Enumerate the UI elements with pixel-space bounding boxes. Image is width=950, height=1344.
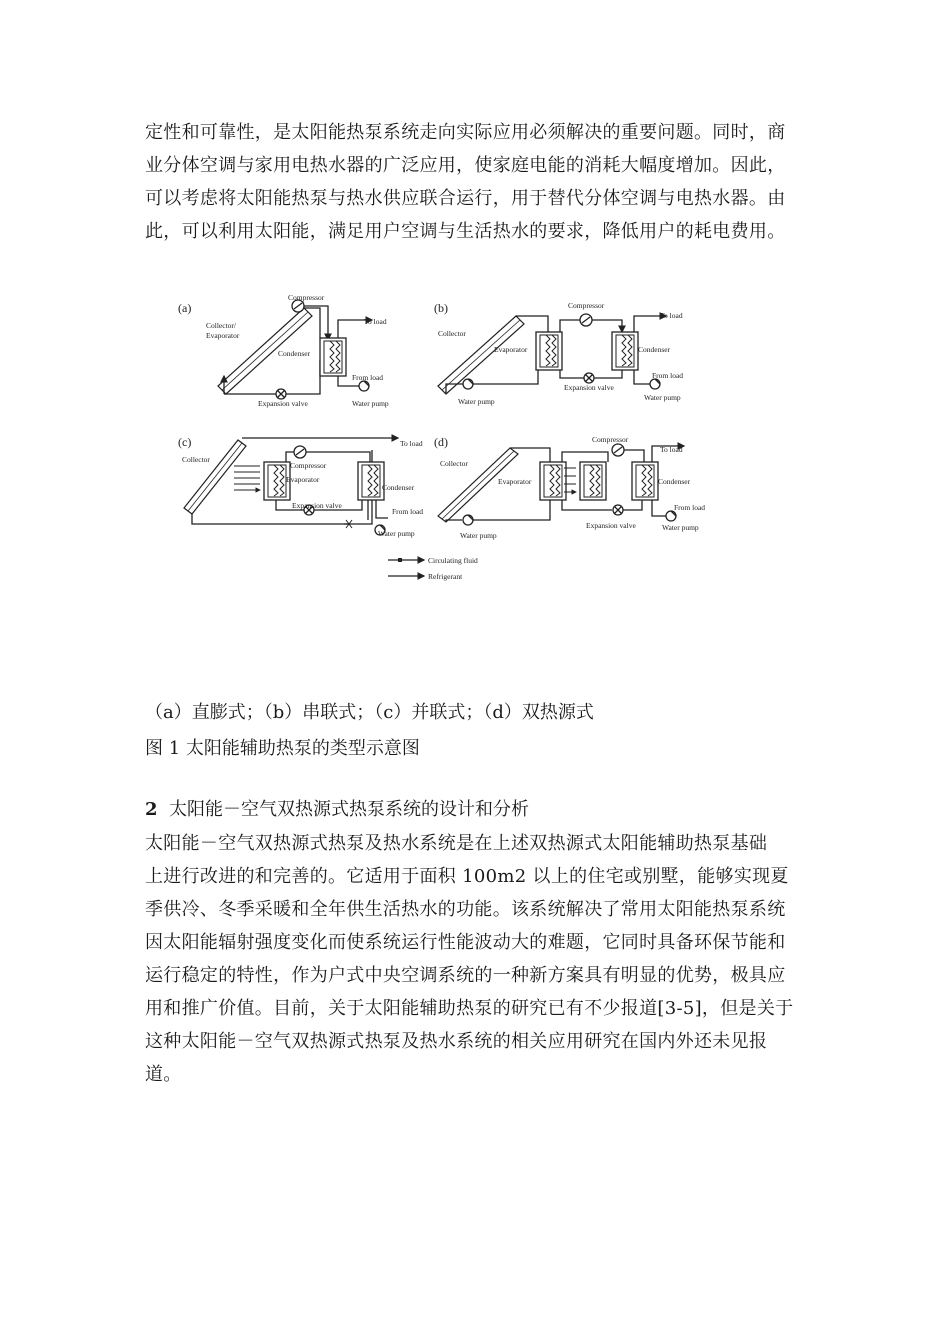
panel-b-label: (b) xyxy=(434,301,448,315)
compressor-label: Compressor xyxy=(568,301,605,310)
expansion-valve-icon xyxy=(613,505,623,515)
text-line: 定性和可靠性，是太阳能热泵系统走向实际应用必须解决的重要问题。同时，商 xyxy=(145,122,786,143)
text-line: 可以考虑将太阳能热泵与热水供应联合运行，用于替代分体空调与电热水器。由 xyxy=(145,188,786,209)
collector-label: Collector xyxy=(182,455,210,464)
figure-caption: 图 1 太阳能辅助热泵的类型示意图 xyxy=(145,738,420,759)
panel-a-label: (a) xyxy=(178,301,192,315)
compressor-icon xyxy=(612,444,624,456)
text-line: 运行稳定的特性，作为户式中央空调系统的一种新方案具有明显的优势，极具应 xyxy=(145,965,786,986)
water-pump-icon xyxy=(463,515,473,525)
evaporator-icon xyxy=(580,462,606,500)
evaporator-label: Evaporator xyxy=(498,477,532,486)
intro-paragraph xyxy=(145,116,810,248)
expansion-valve-label: Expansion valve xyxy=(292,501,342,510)
water-pump-label: Water pump xyxy=(458,397,495,406)
text-line: 业分体空调与家用电热水器的广泛应用，使家庭电能的消耗大幅度增加。因此， xyxy=(145,155,786,176)
text-line: 这种太阳能－空气双热源式热泵及热水系统的相关应用研究在国内外还未见报 xyxy=(145,1031,768,1052)
compressor-label: Compressor xyxy=(288,293,325,302)
text-line: 此，可以利用太阳能，满足用户空调与生活热水的要求，降低用户的耗电费用。 xyxy=(145,221,786,242)
condenser-label: Condenser xyxy=(638,345,671,354)
panel-c xyxy=(178,435,423,538)
text-line: 太阳能－空气双热源式热泵及热水系统是在上述双热源式太阳能辅助热泵基础 xyxy=(145,833,768,854)
to-load-label: To load xyxy=(400,439,423,448)
water-pump-label: Water pump xyxy=(378,529,415,538)
expansion-valve-label: Expansion valve xyxy=(564,383,614,392)
condenser-label: Condenser xyxy=(382,483,415,492)
from-load-label: From load xyxy=(652,371,684,380)
compressor-icon xyxy=(294,446,306,458)
evaporator-icon xyxy=(540,462,566,500)
from-load-label: From load xyxy=(392,507,424,516)
water-pump-label: Water pump xyxy=(460,531,497,540)
from-load-label: From load xyxy=(674,503,706,512)
heat-pump-types-figure xyxy=(172,290,732,590)
expansion-valve-label: Expansion valve xyxy=(586,521,636,530)
panel-c-label: (c) xyxy=(178,435,192,449)
legend-refrigerant: Refrigerant xyxy=(428,572,463,581)
water-pump-icon xyxy=(359,381,369,391)
figure-legend xyxy=(388,556,478,581)
panel-d xyxy=(434,435,705,540)
legend-circulating-fluid: Circulating fluid xyxy=(428,556,478,565)
condenser-icon xyxy=(612,332,638,370)
water-pump-label: Water pump xyxy=(644,393,681,402)
water-pump-label: Water pump xyxy=(352,399,389,408)
panel-b xyxy=(434,301,683,406)
condenser-icon xyxy=(632,462,658,500)
panel-d-label: (d) xyxy=(434,435,448,449)
condenser-icon xyxy=(320,338,346,376)
from-load-label: From load xyxy=(352,373,384,382)
to-load-label: To load xyxy=(660,311,683,320)
section-paragraph xyxy=(145,827,810,1091)
condenser-label: Condenser xyxy=(658,477,691,486)
water-pump-icon xyxy=(666,511,676,521)
text-line: 道。 xyxy=(145,1064,182,1085)
expansion-valve-label: Expansion valve xyxy=(258,399,308,408)
water-pump-icon xyxy=(650,379,660,389)
expansion-valve-icon xyxy=(276,389,286,399)
compressor-icon xyxy=(580,314,592,326)
condenser-icon xyxy=(358,462,384,500)
text-line: 因太阳能辐射强度变化而使系统运行性能波动大的难题，它同时具备环保节能和 xyxy=(145,932,786,953)
to-load-label: To load xyxy=(364,317,387,326)
collector-label: Collector/ xyxy=(206,321,236,330)
compressor-label: Compressor xyxy=(290,461,327,470)
evaporator-label: Evaporator xyxy=(286,475,320,484)
text-line: 用和推广价值。目前，关于太阳能辅助热泵的研究已有不少报道[3-5]，但是关于 xyxy=(145,998,794,1019)
evaporator-label: Evaporator xyxy=(494,345,528,354)
text-line: 季供冷、冬季采暖和全年供生活热水的功能。该系统解决了常用太阳能热泵系统 xyxy=(145,899,786,920)
text-line: 上进行改进的和完善的。它适用于面积 100m2 以上的住宅或别墅，能够实现夏 xyxy=(145,866,789,887)
compressor-label: Compressor xyxy=(592,435,629,444)
to-load-label: To load xyxy=(660,445,683,454)
collector-label: Collector xyxy=(440,459,468,468)
figure-subcaption: （a）直膨式；（b）串联式；（c）并联式；（d）双热源式 xyxy=(145,702,594,723)
water-pump-icon xyxy=(463,379,473,389)
evaporator-icon xyxy=(536,332,562,370)
evaporator-label: Evaporator xyxy=(206,331,240,340)
expansion-valve-icon xyxy=(584,373,594,383)
collector-label: Collector xyxy=(438,329,466,338)
section-heading xyxy=(145,796,529,824)
section-number: 2 xyxy=(145,799,158,820)
panel-a xyxy=(178,293,389,408)
water-pump-label: Water pump xyxy=(662,523,699,532)
condenser-label: Condenser xyxy=(278,349,311,358)
section-title: 太阳能－空气双热源式热泵系统的设计和分析 xyxy=(168,799,529,820)
